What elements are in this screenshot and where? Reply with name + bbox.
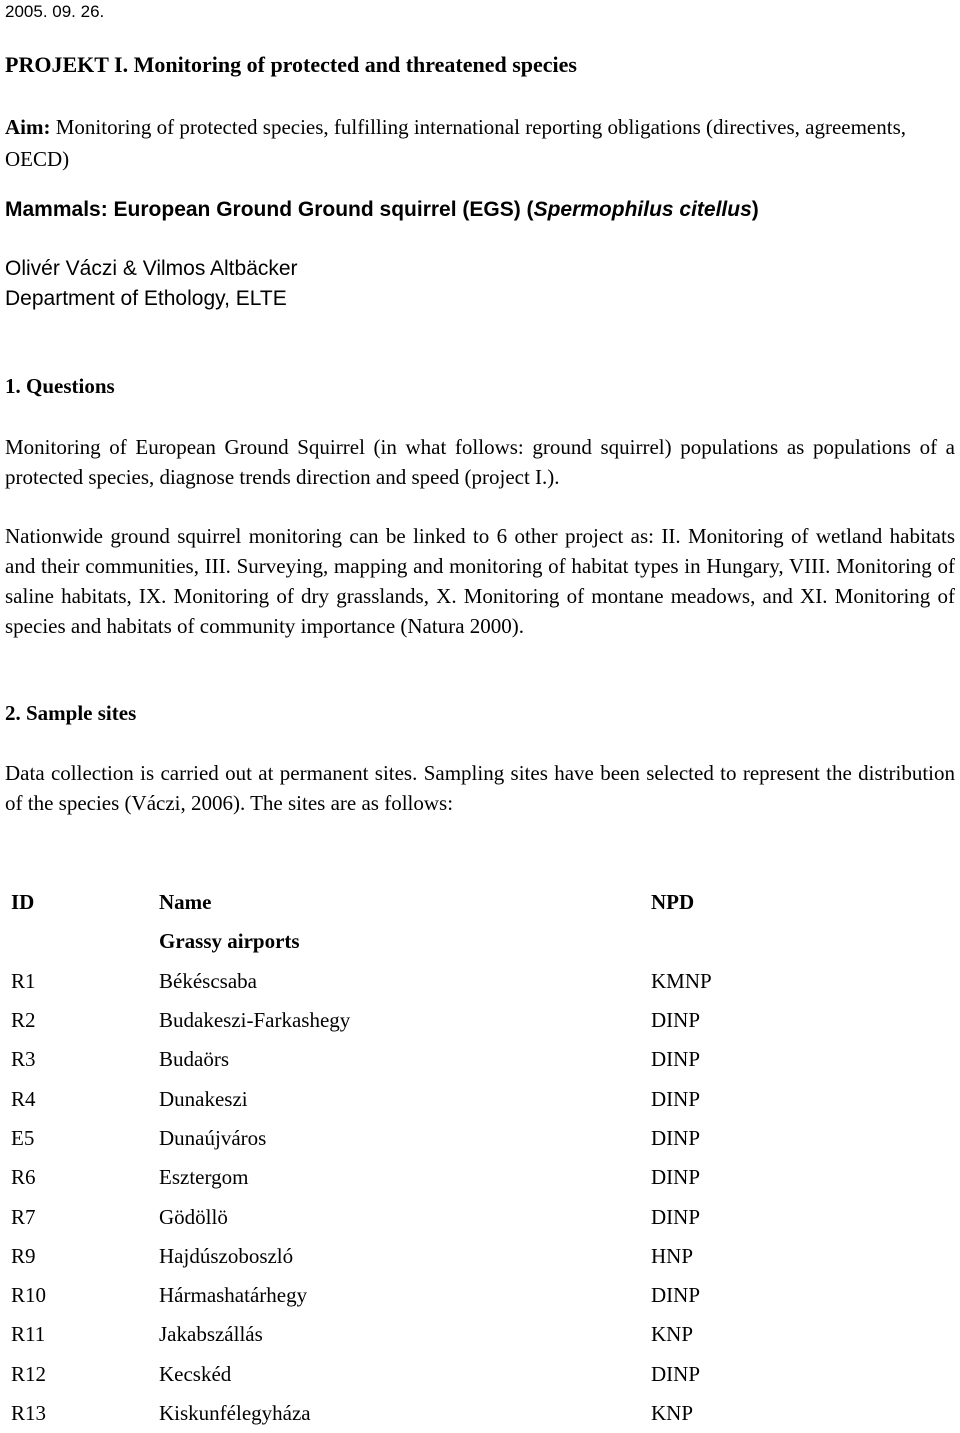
questions-paragraph-2: Nationwide ground squirrel monitoring can be linked to 6 other project as: II. Monitoring of wetland habitats and their communities, III. Surveying, mapping and monitoring of habitat types in Hungary, VIII. Monitoring of saline habitats, IX. Monitoring of dry grasslands, X. Monitoring of montane meadows, and XI. Monitoring of species and habitats of community importance (Natura 2000). bbox=[5, 524, 955, 638]
cell-name: Dunaújváros bbox=[159, 1125, 267, 1150]
cell-id: R13 bbox=[11, 1401, 47, 1425]
mammals-close: ) bbox=[751, 198, 759, 221]
cell-name: Hajdúszoboszló bbox=[159, 1243, 294, 1268]
cell-npd: HNP bbox=[651, 1243, 694, 1268]
cell-name: Budakeszi-Farkashegy bbox=[159, 1008, 351, 1033]
group-empty-cell bbox=[651, 922, 951, 961]
cell-id: R7 bbox=[11, 1204, 36, 1229]
cell-npd: DINP bbox=[651, 1283, 701, 1308]
mammals-line bbox=[5, 198, 759, 222]
cell-name: Budaörs bbox=[159, 1047, 229, 1072]
cell-id: R3 bbox=[11, 1047, 36, 1072]
authors-block bbox=[5, 254, 298, 314]
cell-name: Gödöllö bbox=[159, 1204, 228, 1229]
table-row bbox=[0, 1040, 951, 1079]
cell-npd: KMNP bbox=[651, 968, 712, 993]
questions-heading: 1. Questions bbox=[5, 374, 115, 398]
cell-id: R9 bbox=[11, 1243, 36, 1268]
document-date: 2005. 09. 26. bbox=[5, 2, 105, 21]
header-name: Name bbox=[159, 890, 212, 915]
sites-heading: 2. Sample sites bbox=[5, 701, 137, 725]
cell-npd: DINP bbox=[651, 1008, 701, 1033]
cell-name: Esztergom bbox=[159, 1165, 249, 1190]
cell-name: Hármashatárhegy bbox=[159, 1283, 308, 1308]
cell-npd: DINP bbox=[651, 1047, 701, 1072]
cell-id: R12 bbox=[11, 1361, 47, 1386]
header-npd: NPD bbox=[651, 890, 695, 915]
aim-paragraph bbox=[5, 111, 955, 175]
table-row bbox=[0, 1197, 951, 1236]
table-row bbox=[0, 1394, 951, 1433]
cell-id: R11 bbox=[11, 1322, 46, 1347]
cell-npd: DINP bbox=[651, 1361, 701, 1386]
cell-id: R4 bbox=[11, 1086, 36, 1111]
aim-label: Aim: bbox=[5, 115, 51, 139]
cell-name: Békéscsaba bbox=[159, 968, 257, 993]
table-row bbox=[0, 1237, 951, 1276]
mammals-label: Mammals: European Ground Ground squirrel (EGS) ( bbox=[5, 198, 534, 221]
cell-name: Kecskéd bbox=[159, 1361, 232, 1386]
cell-npd: DINP bbox=[651, 1086, 701, 1111]
sites-paragraph: Data collection is carried out at permanent sites. Sampling sites have been selected to represent the distribution of the species (Váczi, 2006). The sites are as follows: bbox=[5, 761, 955, 815]
table-row bbox=[0, 1158, 951, 1197]
table-row bbox=[0, 1001, 951, 1040]
table-row bbox=[0, 1355, 951, 1394]
table-row bbox=[0, 1276, 951, 1315]
project-title: PROJEKT I. Monitoring of protected and threatened species bbox=[5, 52, 577, 77]
cell-npd: DINP bbox=[651, 1125, 701, 1150]
cell-npd: KNP bbox=[651, 1401, 694, 1425]
cell-npd: DINP bbox=[651, 1165, 701, 1190]
cell-id: R10 bbox=[11, 1283, 47, 1308]
table-row bbox=[0, 1119, 951, 1158]
cell-id: E5 bbox=[11, 1125, 35, 1150]
group-empty-cell bbox=[0, 922, 159, 961]
author-department: Department of Ethology, ELTE bbox=[5, 287, 287, 310]
aim-text: Monitoring of protected species, fulfilling international reporting obligations (directives, agreements, OECD) bbox=[5, 115, 907, 171]
author-names: Olivér Váczi & Vilmos Altbäcker bbox=[5, 257, 298, 280]
cell-name: Jakabszállás bbox=[159, 1322, 263, 1347]
cell-npd: KNP bbox=[651, 1322, 694, 1347]
questions-paragraph-1: Monitoring of European Ground Squirrel (in what follows: ground squirrel) populations as populations of a protected species, diagnose trends direction and speed (project I.). bbox=[5, 435, 955, 489]
table-row bbox=[0, 1315, 951, 1354]
cell-id: R2 bbox=[11, 1008, 36, 1033]
cell-name: Kiskunfélegyháza bbox=[159, 1401, 311, 1425]
table-row bbox=[0, 962, 951, 1001]
table-row bbox=[0, 1079, 951, 1118]
cell-name: Dunakeszi bbox=[159, 1086, 248, 1111]
sample-sites-table bbox=[0, 883, 951, 1433]
header-id: ID bbox=[11, 890, 35, 915]
group-label: Grassy airports bbox=[159, 929, 300, 954]
species-name: Spermophilus citellus bbox=[533, 198, 752, 221]
table-header-row bbox=[0, 883, 951, 922]
cell-npd: DINP bbox=[651, 1204, 701, 1229]
cell-id: R1 bbox=[11, 968, 36, 993]
cell-id: R6 bbox=[11, 1165, 36, 1190]
table-group-row bbox=[0, 922, 951, 961]
